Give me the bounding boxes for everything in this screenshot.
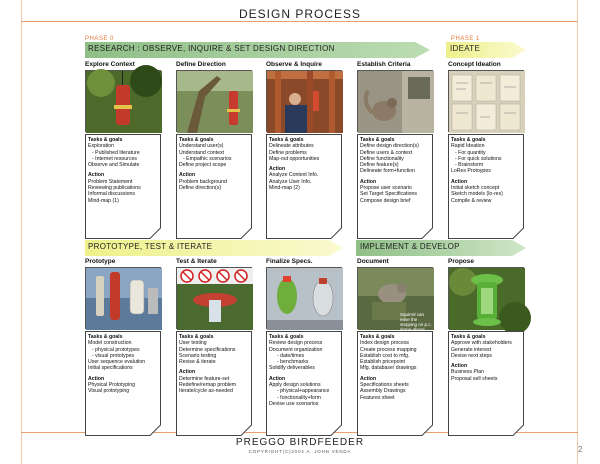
phase-1-title: IDEATE <box>450 44 481 53</box>
card-section-heading: Action <box>179 172 196 179</box>
card-line: Define problems <box>269 149 307 156</box>
card-line: - date/times <box>277 352 305 359</box>
card-section-heading: Action <box>88 375 105 382</box>
photo-explore-context <box>85 70 161 132</box>
card-line: Determine specifications <box>179 346 236 353</box>
card-line: Determine feature-set <box>179 375 230 382</box>
card-line: Compose design brief <box>360 197 411 204</box>
card-line: Propose user scenario <box>360 185 412 192</box>
card-observe-inquire <box>266 134 342 239</box>
card-line: - functionality+form <box>277 394 321 401</box>
card-section-heading: Action <box>451 178 468 185</box>
phase-0-title: RESEARCH : OBSERVE, INQUIRE & SET DESIGN DIRECTION <box>88 44 335 53</box>
card-section-heading: Tasks & goals <box>88 334 123 340</box>
card-concept-ideation <box>448 134 524 239</box>
card-line: Sketch models (lo-res) <box>451 191 503 198</box>
card-line: Understand user(s) <box>179 143 224 150</box>
card-line: Define direction(s) <box>179 185 222 192</box>
card-line: Exploration <box>88 143 114 150</box>
column-title-prototype: Prototype <box>85 258 116 265</box>
card-line: Observe and Simulate <box>88 162 140 169</box>
card-test-iterate <box>176 331 252 436</box>
phase-0-label: PHASE 0 <box>85 36 114 42</box>
card-text <box>269 137 341 191</box>
card-text <box>269 334 341 407</box>
phase-3-title: IMPLEMENT & DEVELOP <box>360 242 460 251</box>
card-line: Proposal sell sheets <box>451 375 498 382</box>
card-line: Apply design solutions <box>269 382 321 389</box>
card-line: Delineate attributes <box>269 143 314 150</box>
card-establish-criteria <box>357 134 433 239</box>
photo-observe-inquire <box>266 70 342 132</box>
card-line: Analyze Context Info. <box>269 172 319 179</box>
card-section-heading: Tasks & goals <box>179 137 214 143</box>
card-line: - Brainstorm <box>455 162 484 169</box>
card-line: Define functionality <box>360 155 404 162</box>
card-text <box>360 334 432 401</box>
column-title-explore-context: Explore Context <box>85 61 135 68</box>
card-line: Define feature(s) <box>360 162 399 169</box>
card-line: Establish pricepoint <box>360 359 405 366</box>
card-line: Compile & review <box>451 197 492 204</box>
card-line: User sequence evalution <box>88 359 146 366</box>
photo-concept-ideation <box>448 70 524 132</box>
column-title-finalize-specs: Finalize Specs. <box>266 258 313 265</box>
card-explore-context <box>85 134 161 239</box>
card-prototype <box>85 331 161 436</box>
card-line: Informal discussions <box>88 191 135 198</box>
card-line: Devise next steps <box>451 352 492 359</box>
card-section-heading: Tasks & goals <box>451 334 486 340</box>
card-section-heading: Tasks & goals <box>269 137 304 143</box>
card-line: Define project scope <box>179 162 227 169</box>
card-line: Reviewing publications <box>88 185 141 192</box>
card-line: Define users & context <box>360 149 413 156</box>
card-line: - Internet resources <box>92 155 137 162</box>
card-line: LoRes Protoypes <box>451 168 491 175</box>
card-line: - visual prototypes <box>92 352 135 359</box>
card-line: Devise use scenarios <box>269 400 319 407</box>
column-title-concept-ideation: Concept Ideation <box>448 61 501 68</box>
card-text <box>88 334 160 395</box>
card-text <box>179 137 251 191</box>
card-line: - For quick solutions <box>455 155 502 162</box>
photo-finalize-specs <box>266 267 342 329</box>
column-title-observe-inquire: Observe & Inquire <box>266 61 322 68</box>
card-text <box>451 334 523 382</box>
card-propose <box>448 331 524 436</box>
card-finalize-specs <box>266 331 342 436</box>
footer-copyright: COPYRIGHT(C)2004 A. JOHN VENDA <box>248 449 352 454</box>
photo-define-direction <box>176 70 252 132</box>
column-title-propose: Propose <box>448 258 475 265</box>
card-line: Initial specifications <box>88 365 133 372</box>
card-section-heading: Tasks & goals <box>88 137 123 143</box>
phase-1-label: PHASE 1 <box>451 36 480 42</box>
card-line: Map-out opportunities <box>269 155 320 162</box>
card-section-heading: Action <box>451 363 468 370</box>
column-title-document: Document <box>357 258 389 265</box>
card-text <box>451 137 523 204</box>
card-line: - For quantity <box>455 149 486 156</box>
card-line: Mind-map (2) <box>269 185 300 192</box>
card-line: Specifications sheets <box>360 382 409 389</box>
photo-caption: Squirrel can ease the stepping on p.c. dome above <box>400 312 432 332</box>
card-line: Index design process <box>360 340 410 347</box>
card-line: - physical prototypes <box>92 346 140 353</box>
card-line: Iterate/cycle as-needed <box>179 388 233 395</box>
card-line: Business Plan <box>451 369 484 376</box>
footer-title: PREGGO BIRDFEEDER <box>235 437 365 448</box>
card-section-heading: Tasks & goals <box>269 334 304 340</box>
card-text <box>88 137 160 204</box>
card-line: Mind-map (1) <box>88 197 119 204</box>
card-line: User testing <box>179 340 207 347</box>
photo-test-iterate <box>176 267 252 329</box>
column-title-define-direction: Define Direction <box>176 61 226 68</box>
card-line: Solidify deliverables <box>269 365 315 372</box>
phase-2-title: PROTOTYPE, TEST & ITERATE <box>88 242 213 251</box>
card-line: Redefine/remap problem <box>179 382 237 389</box>
card-section-heading: Tasks & goals <box>451 137 486 143</box>
card-line: Mfg. database/ drawings <box>360 365 417 372</box>
photo-propose <box>448 267 524 329</box>
card-line: Visual prototyping <box>88 388 130 395</box>
card-line: Understand context <box>179 149 224 156</box>
card-line: Assembly Drawings <box>360 388 406 395</box>
page-title: DESIGN PROCESS <box>238 7 362 21</box>
card-line: Define design direction(s) <box>360 143 419 150</box>
card-line: Set Target Specifications <box>360 191 417 198</box>
card-section-heading: Tasks & goals <box>360 137 395 143</box>
card-line: Delineate form+function <box>360 168 415 175</box>
card-section-heading: Action <box>360 178 377 185</box>
card-text <box>179 334 251 395</box>
card-line: Establish cost to mfg. <box>360 352 410 359</box>
page-number: 2 <box>578 445 583 454</box>
column-title-test-iterate: Test & Iterate <box>176 258 217 265</box>
card-line: Create process mapping <box>360 346 417 353</box>
card-line: Model construction <box>88 340 132 347</box>
card-line: Problem Statement <box>88 178 133 185</box>
photo-document <box>357 267 433 332</box>
card-line: Approve with stakeholders <box>451 340 512 347</box>
card-line: Review design process <box>269 340 323 347</box>
card-line: Document organization <box>269 346 323 353</box>
card-line: - physical+appearance <box>277 388 330 395</box>
card-section-heading: Tasks & goals <box>360 334 395 340</box>
card-line: Generate interest <box>451 346 492 353</box>
card-line: Initial sketch concept <box>451 185 500 192</box>
card-section-heading: Tasks & goals <box>179 334 214 340</box>
card-line: Analyze User Info. <box>269 178 312 185</box>
photo-prototype <box>85 267 161 329</box>
card-line: Features sheet <box>360 394 395 401</box>
card-section-heading: Action <box>360 375 377 382</box>
card-section-heading: Action <box>269 375 286 382</box>
card-line: Scenario testing <box>179 352 217 359</box>
card-line: Rapid Ideation <box>451 143 485 150</box>
card-line: - benchmarks <box>277 359 309 366</box>
card-line: - Published literature <box>92 149 140 156</box>
card-line: Revise & iterate <box>179 359 216 366</box>
card-line: - Empathic scenarios <box>183 155 232 162</box>
card-line: Problem background <box>179 178 227 185</box>
card-text <box>360 137 432 204</box>
card-define-direction <box>176 134 252 239</box>
card-section-heading: Action <box>179 369 196 376</box>
column-title-establish-criteria: Establish Criteria <box>357 61 411 68</box>
card-section-heading: Action <box>88 172 105 179</box>
card-document <box>357 331 433 436</box>
photo-establish-criteria <box>357 70 433 132</box>
card-line: Physical Prototyping <box>88 382 135 389</box>
header-rule <box>21 21 578 22</box>
card-section-heading: Action <box>269 166 286 173</box>
